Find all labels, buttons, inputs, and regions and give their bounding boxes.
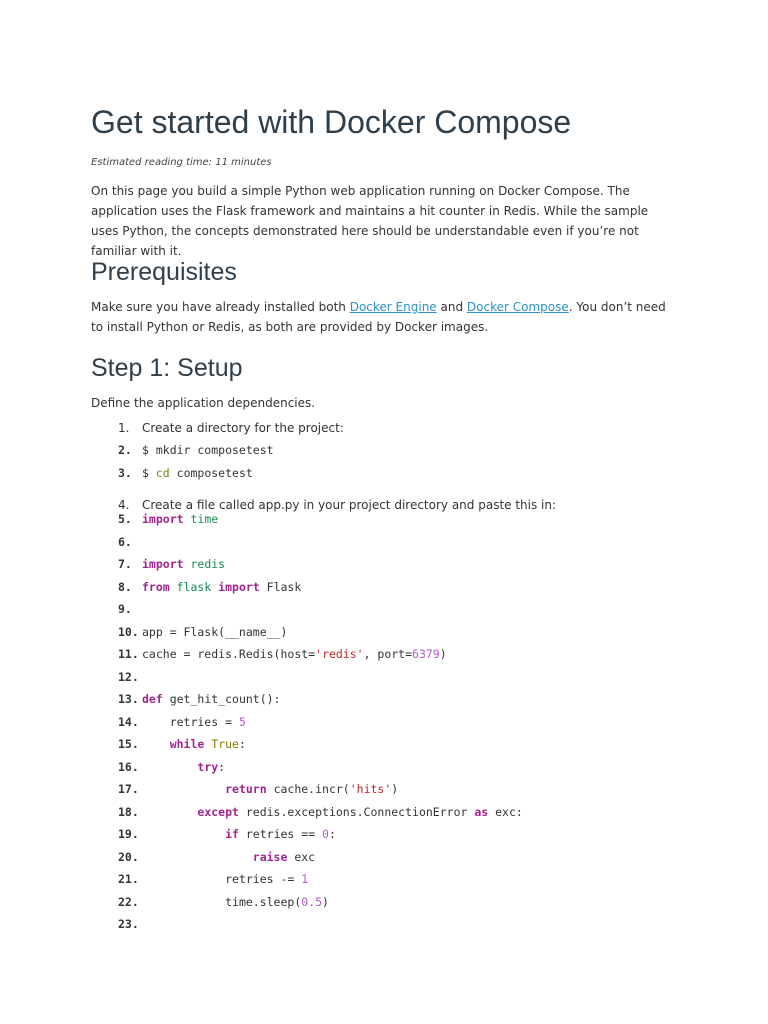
code-text xyxy=(142,737,246,751)
line-number: 19. xyxy=(118,827,139,841)
line-number: 23. xyxy=(118,917,139,931)
line-number: 9. xyxy=(118,602,132,616)
code-text xyxy=(142,805,523,819)
line-number: 16. xyxy=(118,760,139,774)
code-text xyxy=(142,872,308,886)
code-text xyxy=(142,895,329,909)
line-number: 3. xyxy=(118,466,132,480)
indent xyxy=(142,760,197,774)
indent xyxy=(142,805,197,819)
module-name: flask xyxy=(169,580,219,594)
function-name: get_hit_count(): xyxy=(162,692,281,706)
code-part: retries -= xyxy=(225,872,302,886)
keyword: def xyxy=(142,692,163,706)
code-command: cd xyxy=(155,466,170,480)
number-literal: 0.5 xyxy=(301,895,323,909)
line-number: 4. xyxy=(118,498,130,512)
line-number: 18. xyxy=(118,805,139,819)
keyword: import xyxy=(142,512,184,526)
code-text xyxy=(142,782,398,796)
keyword: if xyxy=(225,827,239,841)
keyword: return xyxy=(225,782,267,796)
string-literal: 'redis' xyxy=(315,647,364,661)
keyword: import xyxy=(218,580,260,594)
code-text xyxy=(142,466,253,480)
number-literal: 0 xyxy=(322,827,329,841)
code-text: app = Flask(__name__) xyxy=(142,625,288,639)
prereq-text-before: Make sure you have already installed both xyxy=(91,300,350,314)
code-part: time.sleep( xyxy=(225,895,302,909)
code-part: , port= xyxy=(363,647,413,661)
intro-paragraph: On this page you build a simple Python web application running on Docker Compose. The application uses the Flask framework and maintains a hit counter in Redis. While the sample uses Python, the concepts demonstrated here should be understandable even if you’re not familiar with it. xyxy=(91,184,649,258)
keyword: from xyxy=(142,580,170,594)
keyword: import xyxy=(142,557,184,571)
class-name: Flask xyxy=(259,580,302,594)
number-literal: 6379 xyxy=(412,647,440,661)
line-number: 2. xyxy=(118,443,132,457)
line-number: 8. xyxy=(118,580,132,594)
line-number: 17. xyxy=(118,782,139,796)
indent xyxy=(142,737,170,751)
code-part: retries == xyxy=(238,827,323,841)
prereq-text-mid: and xyxy=(436,300,467,314)
code-text: $ mkdir composetest xyxy=(142,443,274,457)
line-number: 15. xyxy=(118,737,139,751)
code-text xyxy=(142,827,336,841)
line-number: 10. xyxy=(118,625,139,639)
number-literal: 1 xyxy=(301,872,309,886)
line-text: Create a directory for the project: xyxy=(142,421,344,435)
module-name: time xyxy=(183,512,219,526)
string-literal: 'hits' xyxy=(349,782,392,796)
code-part: : xyxy=(328,827,336,841)
code-text xyxy=(142,512,218,526)
prerequisites-paragraph xyxy=(91,297,676,337)
line-number: 6. xyxy=(118,535,132,549)
code-text xyxy=(142,715,246,729)
line-text: Create a file called app.py in your project directory and paste this in: xyxy=(142,498,557,512)
code-part: cache = redis.Redis(host= xyxy=(142,647,316,661)
code-text xyxy=(142,692,280,706)
step1-paragraph: Define the application dependencies. xyxy=(91,396,316,410)
line-number: 22. xyxy=(118,895,139,909)
prereq-text-after: . You don’t need to install Python or Redis, as both are provided by Docker images. xyxy=(91,300,666,334)
line-number: 13. xyxy=(118,692,139,706)
indent xyxy=(142,850,253,864)
indent xyxy=(142,872,225,886)
number-literal: 5 xyxy=(238,715,246,729)
indent xyxy=(142,827,225,841)
code-text xyxy=(142,760,225,774)
keyword: while xyxy=(169,737,205,751)
code-part: ) xyxy=(322,895,329,909)
code-arg: composetest xyxy=(169,466,253,480)
code-part: retries = xyxy=(142,715,239,729)
prerequisites-heading: Prerequisites xyxy=(91,258,237,286)
indent xyxy=(142,895,225,909)
line-number: 20. xyxy=(118,850,139,864)
docker-engine-link[interactable]: Docker Engine xyxy=(349,300,437,314)
line-number: 14. xyxy=(118,715,139,729)
line-number: 11. xyxy=(118,647,139,661)
keyword: as xyxy=(474,805,489,819)
keyword: try xyxy=(197,760,219,774)
keyword: raise xyxy=(252,850,288,864)
code-text xyxy=(142,557,225,571)
line-number: 5. xyxy=(118,512,132,526)
line-number: 21. xyxy=(118,872,139,886)
docker-compose-link[interactable]: Docker Compose xyxy=(466,300,569,314)
line-number: 7. xyxy=(118,557,132,571)
code-part: exc xyxy=(287,850,316,864)
line-number: 1. xyxy=(118,421,130,435)
code-part: : xyxy=(218,760,226,774)
step1-heading: Step 1: Setup xyxy=(91,354,243,382)
constant: True xyxy=(211,737,239,751)
code-prompt: $ xyxy=(142,466,156,480)
code-part: exc: xyxy=(488,805,523,819)
keyword: except xyxy=(197,805,239,819)
code-text xyxy=(142,647,447,661)
line-number: 12. xyxy=(118,670,139,684)
code-text xyxy=(142,850,315,864)
code-text xyxy=(142,580,301,594)
code-part: : xyxy=(238,737,246,751)
reading-time: Estimated reading time: 11 minutes xyxy=(91,157,272,168)
module-name: redis xyxy=(183,557,226,571)
page-title: Get started with Docker Compose xyxy=(91,104,572,140)
code-part: cache.incr( xyxy=(266,782,350,796)
code-part: redis.exceptions.ConnectionError xyxy=(238,805,475,819)
code-part: ) xyxy=(439,647,447,661)
code-part: ) xyxy=(391,782,399,796)
indent xyxy=(142,782,225,796)
